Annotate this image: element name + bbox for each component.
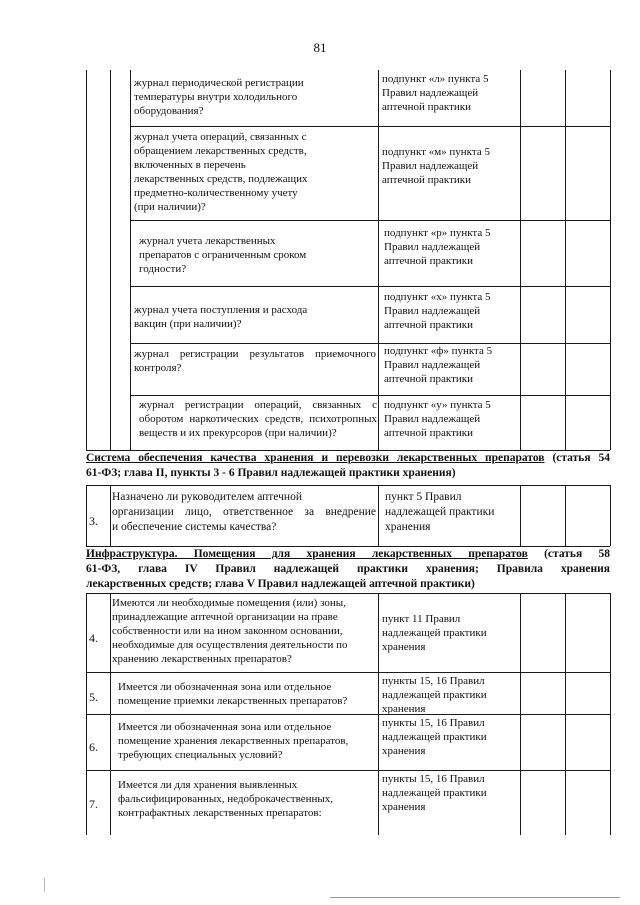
question-premises: Имеются ли необходимые помещения (или) зоны, принадлежащие аптечной организации на праве собственности или на ином законном основании, необходимые для осуществления деятельности по хранению лекарственных препаратов? [112,597,348,665]
question-controlled-substances-journal: журнал учета операций, связанных с обращением лекарственных средств, включенных в перечень лекарственных средств, подлежащих предметно-количественному учету (при наличии)? [134,131,308,213]
section-heading-quality-system: Система обеспечения качества хранения и перевозки лекарственных препаратов (статья 54 61-ФЗ; глава II, пункты 3 - 6 Правил надлежащей практики хранения) [86,452,610,479]
row-number-4: 4. [89,631,98,645]
reference-vaccines-journal: подпункт «х» пункта 5 Правил надлежащей аптечной практики [384,291,491,331]
question-narcotics-journal: журнал регистрации операций, связанных с оборотом наркотических средств, психотропных веществ и их прекурсоров (при наличии)? [139,399,377,439]
question-vaccines-journal: журнал учета поступления и расхода вакцин (при наличии)? [134,304,308,330]
row-number-3: 3. [89,514,98,528]
reference-acceptance-control-journal: подпункт «ф» пункта 5 Правил надлежащей аптечной практики [384,345,493,385]
row-number-5: 5. [89,690,98,704]
scan-edge-line [330,897,620,898]
question-quality-responsible: Назначено ли руководителем аптечной организации лицо, ответственное за внедрение и обеспечение системы качества? [112,491,376,533]
question-acceptance-control-journal: журнал регистрации результатов приемочного контроля? [134,348,376,374]
question-limited-shelf-life-journal: журнал учета лекарственных препаратов с ограниченным сроком годности? [139,235,307,275]
reference-falsified-storage: пункты 15, 16 Правил надлежащей практики хранения [382,773,487,813]
reference-premises: пункт 11 Правил надлежащей практики хранения [382,613,487,653]
reference-quality-responsible: пункт 5 Правил надлежащей практики хранения [385,491,495,533]
question-falsified-storage: Имеется ли для хранения выявленных фальсифицированных, недоброкачественных, контрафактных лекарственных препаратов: [118,779,334,819]
section-heading-infrastructure: Инфраструктура. Помещения для хранения лекарственных препаратов (статья 58 61-ФЗ, глава IV Правил надлежащей практики хранения; Правила хранения лекарственных средств; глава V Правил надлежащей аптечной практики) [86,548,610,590]
row-number-6: 6. [89,740,98,754]
reference-narcotics-journal: подпункт «у» пункта 5 Правил надлежащей аптечной практики [384,399,491,439]
page-number: 81 [313,40,327,55]
question-acceptance-zone: Имеется ли обозначенная зона или отдельное помещение приемки лекарственных препаратов? [118,681,348,707]
row-number-7: 7. [89,797,98,811]
reference-controlled-substances-journal: подпункт «м» пункта 5 Правил надлежащей аптечной практики [382,146,490,186]
reference-acceptance-zone: пункты 15, 16 Правил надлежащей практики хранения [382,675,487,715]
reference-special-storage-zone: пункты 15, 16 Правил надлежащей практики хранения [382,717,487,757]
question-special-storage-zone: Имеется ли обозначенная зона или отдельное помещение хранения лекарственных препаратов, требующих специальных условий? [118,721,349,761]
question-temperature-journal: журнал периодической регистрации температуры внутри холодильного оборудования? [134,77,304,117]
scan-artifact [44,878,45,892]
reference-temperature-journal: подпункт «л» пункта 5 Правил надлежащей аптечной практики [382,73,489,113]
reference-limited-shelf-life-journal: подпункт «р» пункта 5 Правил надлежащей аптечной практики [384,227,491,267]
